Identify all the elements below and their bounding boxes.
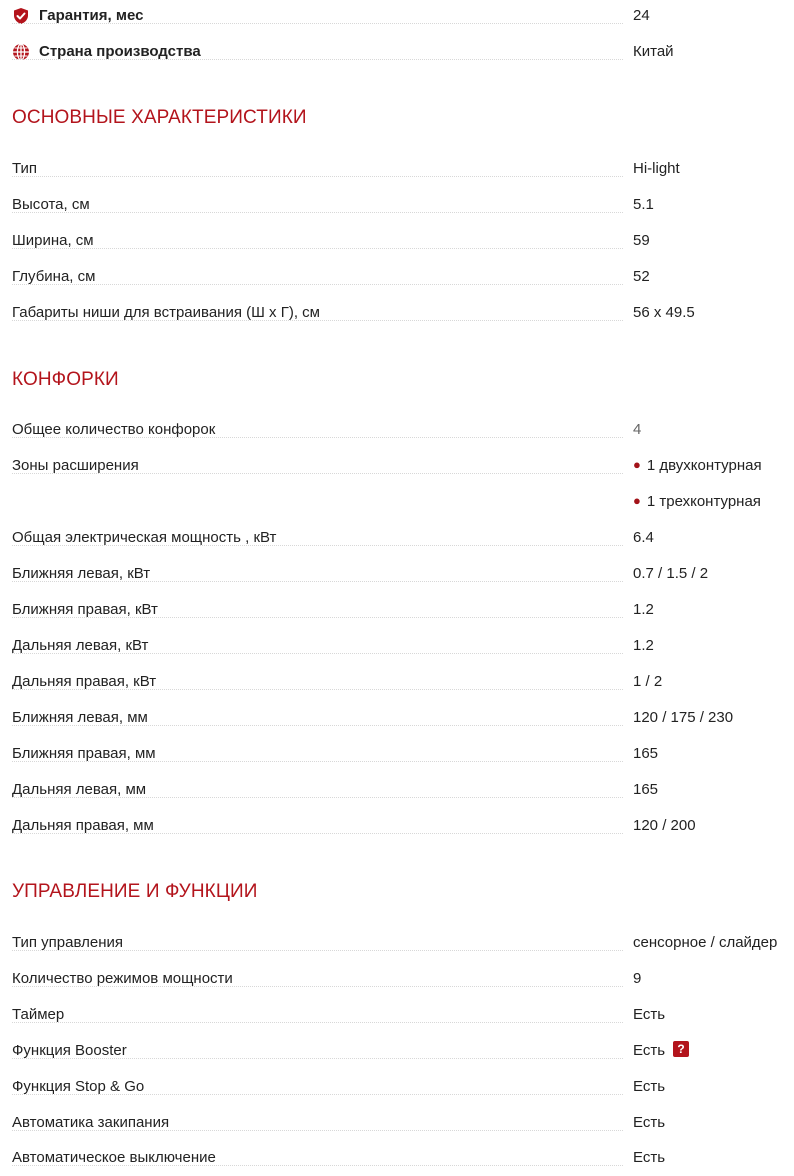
spec-row-warranty <box>0 0 794 34</box>
dotted-leader <box>12 689 623 690</box>
spec-label: Таймер <box>12 1006 65 1023</box>
dotted-leader <box>12 950 623 951</box>
spec-value: 52 <box>633 268 650 285</box>
spec-value: Есть <box>633 1006 666 1023</box>
dotted-leader <box>12 581 623 582</box>
spec-row <box>0 997 794 1033</box>
spec-label: Страна производства <box>39 43 201 60</box>
spec-label: Ширина, см <box>12 232 94 249</box>
spec-label: Габариты ниши для встраивания (Ш х Г), см <box>12 304 320 321</box>
dotted-leader <box>12 833 623 834</box>
dotted-leader <box>12 545 623 546</box>
spec-value: Есть <box>633 1149 666 1166</box>
spec-label: Дальняя левая, мм <box>12 781 147 798</box>
spec-value: 1.2 <box>633 601 654 618</box>
spec-row <box>0 700 794 736</box>
dotted-leader <box>12 1022 623 1023</box>
spec-label: Тип <box>12 160 38 177</box>
spec-row <box>0 412 794 448</box>
spec-row <box>0 295 794 331</box>
spec-row <box>0 1140 794 1176</box>
spec-label: Автоматическое выключение <box>12 1149 216 1166</box>
dotted-leader <box>12 437 623 438</box>
spec-label: Ближняя левая, кВт <box>12 565 151 582</box>
spec-value: 6.4 <box>633 529 654 546</box>
spec-value-with-help: Есть ? <box>633 1033 689 1069</box>
dotted-leader <box>12 653 623 654</box>
spec-value: Есть <box>633 1114 666 1131</box>
section-title-burners: КОНФОРКИ <box>12 369 119 390</box>
spec-row <box>0 448 794 484</box>
spec-row <box>0 259 794 295</box>
spec-value: 120 / 175 / 230 <box>633 709 734 726</box>
spec-label: Глубина, см <box>12 268 96 285</box>
spec-label: Тип управления <box>12 934 123 951</box>
spec-label: Общее количество конфорок <box>12 421 216 438</box>
bullet-dot-icon: ● <box>633 493 641 508</box>
spec-label: Высота, см <box>12 196 90 213</box>
dotted-leader <box>12 23 623 24</box>
spec-label: Дальняя левая, кВт <box>12 637 149 654</box>
spec-label: Зоны расширения <box>12 457 139 474</box>
spec-row <box>0 664 794 700</box>
dotted-leader <box>12 761 623 762</box>
spec-label: Общая электрическая мощность , кВт <box>12 529 277 546</box>
dotted-leader <box>12 176 623 177</box>
spec-value: 59 <box>633 232 650 249</box>
dotted-leader <box>12 320 623 321</box>
spec-label: Дальняя правая, кВт <box>12 673 157 690</box>
spec-label: Функция Booster <box>12 1042 127 1059</box>
spec-value: 165 <box>633 745 659 762</box>
spec-value: 165 <box>633 781 659 798</box>
spec-row <box>0 808 794 844</box>
spec-value: сенсорное / слайдер <box>633 934 778 951</box>
help-question-icon[interactable]: ? <box>673 1041 689 1057</box>
spec-row <box>0 772 794 808</box>
spec-row <box>0 520 794 556</box>
dotted-leader <box>12 248 623 249</box>
spec-row-country <box>0 34 794 70</box>
dotted-leader <box>12 986 623 987</box>
bullet-dot-icon: ● <box>633 457 641 472</box>
dotted-leader <box>12 617 623 618</box>
spec-value: 4 <box>633 421 642 438</box>
spec-row <box>0 151 794 187</box>
spec-value: Китай <box>633 43 674 60</box>
spec-label: Ближняя правая, мм <box>12 745 156 762</box>
spec-value: 5.1 <box>633 196 654 213</box>
section-title-controls: УПРАВЛЕНИЕ И ФУНКЦИИ <box>12 881 258 902</box>
spec-row <box>0 592 794 628</box>
spec-value: 56 x 49.5 <box>633 304 695 321</box>
spec-label: Функция Stop & Go <box>12 1078 145 1095</box>
spec-value: Hi-light <box>633 160 680 177</box>
spec-value: 1 / 2 <box>633 673 663 690</box>
spec-value: 0.7 / 1.5 / 2 <box>633 565 709 582</box>
spec-label: Ближняя левая, мм <box>12 709 148 726</box>
spec-row <box>0 1105 794 1141</box>
dotted-leader <box>12 797 623 798</box>
spec-label: Гарантия, мес <box>39 7 144 24</box>
spec-label: Ближняя правая, кВт <box>12 601 158 618</box>
spec-row <box>0 556 794 592</box>
dotted-leader <box>12 725 623 726</box>
spec-value-bullet: ● 1 трехконтурная <box>633 493 761 510</box>
spec-row-continuation <box>0 484 794 520</box>
spec-value: 9 <box>633 970 642 987</box>
dotted-leader <box>12 59 623 60</box>
dotted-leader <box>12 212 623 213</box>
spec-value: 120 / 200 <box>633 817 696 834</box>
spec-label: Автоматика закипания <box>12 1114 170 1131</box>
spec-row <box>0 736 794 772</box>
spec-row <box>0 961 794 997</box>
section-title-main: ОСНОВНЫЕ ХАРАКТЕРИСТИКИ <box>12 107 307 128</box>
spec-row <box>0 1069 794 1105</box>
spec-label: Количество режимов мощности <box>12 970 233 987</box>
spec-value: 24 <box>633 7 650 24</box>
dotted-leader <box>12 473 623 474</box>
spec-label: Дальняя правая, мм <box>12 817 154 834</box>
spec-value: 1.2 <box>633 637 654 654</box>
dotted-leader <box>12 284 623 285</box>
dotted-leader <box>12 1165 623 1166</box>
spec-value-bullet: ● 1 двухконтурная <box>633 457 762 474</box>
spec-value: Есть <box>633 1078 666 1095</box>
spec-row <box>0 187 794 223</box>
dotted-leader <box>12 1130 623 1131</box>
spec-row <box>0 223 794 259</box>
dotted-leader <box>12 1094 623 1095</box>
spec-row <box>0 925 794 961</box>
spec-row <box>0 1033 794 1069</box>
dotted-leader <box>12 1058 623 1059</box>
spec-row <box>0 628 794 664</box>
